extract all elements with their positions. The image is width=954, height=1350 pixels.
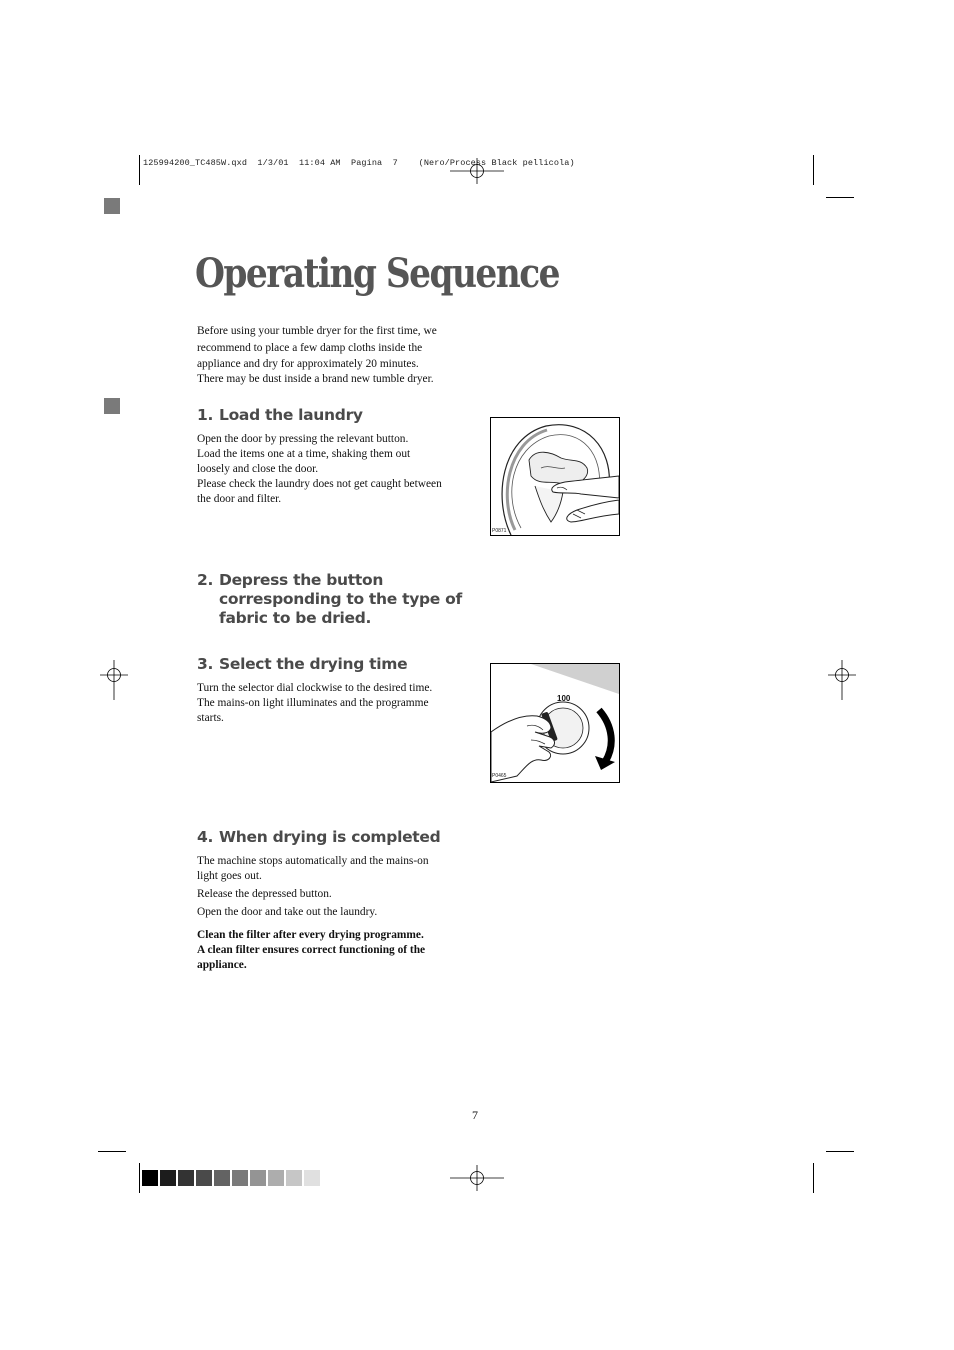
section-title-line: corresponding to the type of: [219, 590, 462, 608]
dial-hand-icon: [491, 664, 619, 782]
warning-line: A clean filter ensures correct functioning of the: [197, 944, 426, 956]
section-1-text: [197, 432, 472, 507]
crop-mark: [139, 1163, 140, 1193]
text-line: The machine stops automatically and the mains-on: [197, 855, 429, 867]
crop-mark: [813, 155, 814, 185]
section-title-line: fabric to be dried.: [219, 609, 372, 627]
color-swatch: [178, 1170, 194, 1186]
dial-label: 100: [557, 694, 571, 703]
section-3-text: [197, 681, 472, 726]
section-number: 1.: [197, 406, 214, 424]
color-swatch: [268, 1170, 284, 1186]
crop-mark: [826, 1151, 854, 1152]
text-line: Open the door and take out the laundry.: [197, 906, 378, 918]
section-number: 2.: [197, 571, 214, 589]
intro-line: appliance and dry for approximately 20 minutes.: [197, 358, 419, 370]
text-line: The mains-on light illuminates and the programme: [197, 697, 429, 709]
text-line: Please check the laundry does not get caught between: [197, 478, 442, 490]
intro-line: Before using your tumble dryer for the first time, we: [197, 325, 437, 337]
crop-mark: [826, 197, 854, 198]
registration-mark-icon: [828, 660, 856, 700]
section-1-heading: [197, 406, 363, 425]
registration-mark-icon: [450, 158, 504, 184]
section-marker: [104, 398, 120, 414]
load-laundry-illustration: [490, 417, 620, 536]
filter-warning: [197, 928, 472, 973]
section-4-text: [197, 854, 472, 973]
section-title: When drying is completed: [219, 828, 441, 846]
text-line: Turn the selector dial clockwise to the desired time.: [197, 682, 433, 694]
intro-paragraph: [197, 323, 472, 387]
section-2-heading: [197, 571, 462, 628]
color-swatch: [196, 1170, 212, 1186]
text-line: Release the depressed button.: [197, 888, 332, 900]
intro-line: There may be dust inside a brand new tumble dryer.: [197, 372, 434, 385]
page-number: 7: [472, 1108, 478, 1122]
crop-mark: [813, 1163, 814, 1193]
color-swatch: [250, 1170, 266, 1186]
section-marker: [104, 198, 120, 214]
text-line: loosely and close the door.: [197, 463, 319, 475]
figure-code: P0871: [492, 528, 507, 534]
color-swatch: [142, 1170, 158, 1186]
text-line: Open the door by pressing the relevant button.: [197, 433, 409, 445]
text-line: Load the items one at a time, shaking them out: [197, 448, 411, 460]
color-swatch: [304, 1170, 320, 1186]
figure-code: P0465: [492, 773, 507, 779]
section-title-line: Depress the button: [219, 571, 384, 589]
section-3-heading: [197, 655, 407, 674]
section-number: 4.: [197, 828, 214, 846]
text-line: starts.: [197, 712, 224, 724]
text-line: light goes out.: [197, 870, 262, 882]
section-title: Load the laundry: [219, 406, 363, 424]
warning-line: appliance.: [197, 959, 247, 971]
section-4-heading: [197, 828, 440, 847]
crop-mark: [139, 155, 140, 185]
selector-dial-illustration: [490, 663, 620, 783]
color-swatch: [286, 1170, 302, 1186]
warning-line: Clean the filter after every drying programme.: [197, 929, 424, 941]
color-swatch: [232, 1170, 248, 1186]
section-title: Select the drying time: [219, 655, 408, 673]
crop-mark: [98, 1151, 126, 1152]
intro-line: recommend to place a few damp cloths inside the: [197, 341, 423, 354]
section-number: 3.: [197, 655, 214, 673]
registration-mark-icon: [450, 1165, 504, 1191]
print-slug: 125994200_TC485W.qxd 1/3/01 11:04 AM Pagina 7 (Nero/Process Black pellicola): [143, 158, 575, 168]
text-line: the door and filter.: [197, 493, 282, 505]
color-swatch: [160, 1170, 176, 1186]
color-swatch: [214, 1170, 230, 1186]
page-title: Operating Sequence: [195, 250, 559, 297]
registration-mark-icon: [100, 660, 128, 700]
drum-hands-icon: [491, 418, 619, 535]
